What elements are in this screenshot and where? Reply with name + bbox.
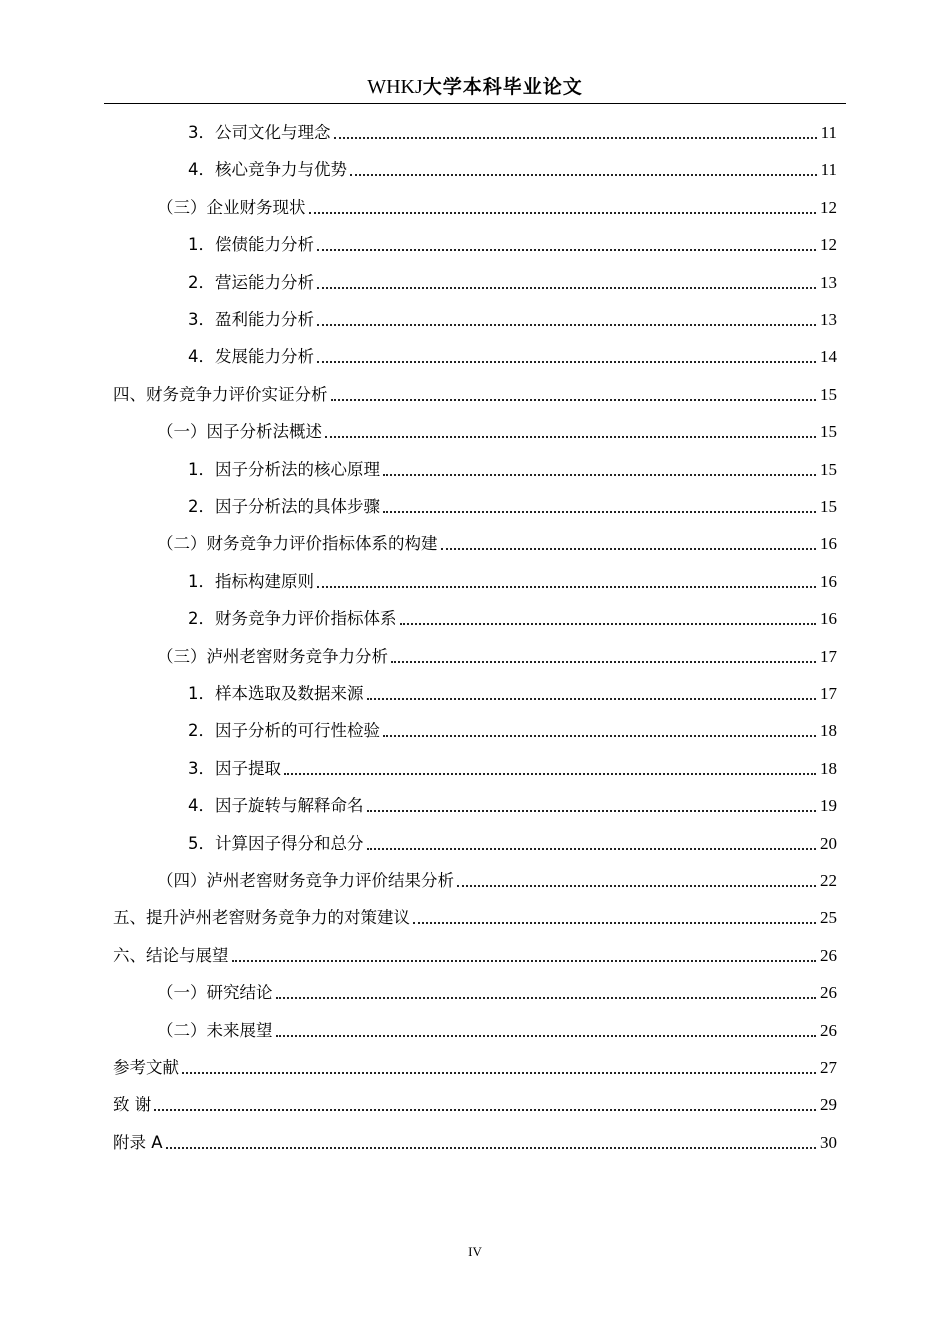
toc-leader-dots bbox=[309, 212, 817, 214]
toc-entry-page: 15 bbox=[820, 384, 837, 404]
toc-entry-page: 16 bbox=[820, 609, 837, 629]
toc-leader-dots bbox=[350, 174, 817, 176]
toc-entry-title: 3．盈利能力分析 bbox=[188, 310, 314, 329]
toc-entry-title: 2．因子分析的可行性检验 bbox=[188, 721, 380, 741]
toc-entry[interactable] bbox=[157, 417, 837, 443]
toc-leader-dots bbox=[317, 249, 816, 251]
toc-entry-title: 5．计算因子得分和总分 bbox=[188, 833, 364, 853]
toc-entry-title: 2．营运能力分析 bbox=[188, 272, 314, 292]
toc-entry-title: 3．因子提取 bbox=[188, 758, 281, 778]
toc-entry[interactable] bbox=[188, 791, 837, 817]
toc-leader-dots bbox=[457, 885, 816, 887]
toc-entry[interactable] bbox=[157, 193, 837, 219]
toc-entry-page: 11 bbox=[820, 160, 837, 180]
toc-entry-page: 18 bbox=[820, 758, 837, 778]
toc-entry-page: 12 bbox=[820, 197, 837, 217]
toc-leader-dots bbox=[413, 922, 816, 924]
header-title-latin: WHKJ bbox=[367, 76, 423, 98]
toc-leader-dots bbox=[383, 735, 816, 737]
toc-leader-dots bbox=[232, 960, 817, 962]
toc-leader-dots bbox=[441, 548, 817, 550]
toc-entry-title: 参考文献 bbox=[113, 1058, 179, 1077]
toc-entry-page: 20 bbox=[820, 833, 837, 853]
toc-entry[interactable] bbox=[188, 492, 837, 518]
toc-entry[interactable] bbox=[113, 380, 837, 406]
toc-entry-page: 27 bbox=[820, 1058, 837, 1077]
toc-entry-title: 4．因子旋转与解释命名 bbox=[188, 796, 364, 816]
toc-entry-title: 1．因子分析法的核心原理 bbox=[188, 459, 380, 479]
toc-leader-dots bbox=[166, 1147, 816, 1149]
toc-entry[interactable] bbox=[113, 903, 837, 929]
toc-entry-title: 1．指标构建原则 bbox=[188, 571, 314, 591]
toc-entry[interactable] bbox=[188, 754, 837, 780]
toc-entry-page: 18 bbox=[820, 721, 837, 741]
toc-entry-page: 26 bbox=[820, 1020, 837, 1040]
toc-entry-page: 17 bbox=[820, 684, 837, 703]
toc-entry-title: 2．因子分析法的具体步骤 bbox=[188, 497, 380, 516]
toc-entry[interactable] bbox=[188, 268, 837, 294]
header-rule bbox=[104, 103, 846, 104]
toc-entry[interactable] bbox=[157, 866, 837, 892]
toc-entry[interactable] bbox=[113, 1090, 837, 1116]
toc-leader-dots bbox=[182, 1072, 816, 1074]
toc-leader-dots bbox=[383, 511, 816, 513]
page-number: IV bbox=[468, 1244, 482, 1259]
toc-entry[interactable] bbox=[113, 941, 837, 967]
toc-entry-page: 13 bbox=[820, 272, 837, 292]
toc-entry[interactable] bbox=[188, 604, 837, 630]
toc-leader-dots bbox=[383, 474, 816, 476]
toc-leader-dots bbox=[400, 623, 817, 625]
toc-entry[interactable] bbox=[157, 978, 837, 1004]
header-title-cn: 大学本科毕业论文 bbox=[422, 76, 583, 98]
toc-leader-dots bbox=[331, 399, 817, 401]
toc-entry-page: 19 bbox=[820, 796, 837, 816]
toc-entry-page: 26 bbox=[820, 983, 837, 1003]
toc-entry[interactable] bbox=[188, 567, 837, 593]
toc-leader-dots bbox=[334, 137, 817, 139]
toc-leader-dots bbox=[367, 848, 817, 850]
toc-entry-title: 五、提升泸州老窖财务竞争力的对策建议 bbox=[113, 908, 410, 928]
toc-leader-dots bbox=[276, 997, 817, 999]
toc-entry-title: 2．财务竞争力评价指标体系 bbox=[188, 609, 397, 629]
toc-entry-title: 4．核心竞争力与优势 bbox=[188, 160, 347, 180]
toc-entry-title: （二）未来展望 bbox=[157, 1020, 273, 1040]
toc-entry-page: 11 bbox=[820, 123, 837, 142]
toc-entry[interactable] bbox=[188, 155, 837, 181]
toc-entry[interactable] bbox=[188, 455, 837, 481]
toc-entry-page: 26 bbox=[820, 945, 837, 965]
toc-entry-title: 1．偿债能力分析 bbox=[188, 235, 314, 255]
toc-leader-dots bbox=[317, 361, 816, 363]
toc-entry-title: 附录 A bbox=[113, 1132, 163, 1152]
toc-entry-page: 15 bbox=[820, 497, 837, 516]
toc-entry[interactable] bbox=[157, 529, 837, 555]
toc-entry-page: 30 bbox=[820, 1132, 837, 1152]
toc-entry[interactable] bbox=[113, 1053, 837, 1079]
toc-entry-title: （三）企业财务现状 bbox=[157, 197, 306, 217]
toc-leader-dots bbox=[276, 1035, 817, 1037]
toc-entry-title: （三）泸州老窖财务竞争力分析 bbox=[157, 646, 388, 666]
toc-entry[interactable] bbox=[188, 230, 837, 256]
toc-entry-page: 22 bbox=[820, 871, 837, 890]
toc-entry-title: 1．样本选取及数据来源 bbox=[188, 684, 364, 703]
toc-entry-page: 17 bbox=[820, 646, 837, 666]
toc-leader-dots bbox=[317, 287, 816, 289]
toc-entry[interactable] bbox=[157, 642, 837, 668]
toc-leader-dots bbox=[154, 1109, 816, 1111]
toc-entry-page: 16 bbox=[820, 534, 837, 554]
toc-entry[interactable] bbox=[188, 305, 837, 331]
toc-entry-title: （四）泸州老窖财务竞争力评价结果分析 bbox=[157, 871, 454, 890]
toc-leader-dots bbox=[317, 586, 816, 588]
toc-entry-page: 15 bbox=[820, 459, 837, 479]
toc-leader-dots bbox=[367, 698, 817, 700]
toc-entry-page: 29 bbox=[820, 1095, 837, 1115]
page-header bbox=[104, 72, 846, 102]
toc-entry-page: 13 bbox=[820, 310, 837, 329]
toc-entry[interactable] bbox=[188, 716, 837, 742]
toc-leader-dots bbox=[317, 324, 816, 326]
toc-entry-title: 四、财务竞争力评价实证分析 bbox=[113, 384, 328, 404]
toc-entry-title: （一）研究结论 bbox=[157, 983, 273, 1003]
toc-entry-page: 16 bbox=[820, 571, 837, 591]
toc-entry-title: 六、结论与展望 bbox=[113, 945, 229, 965]
toc-entry-page: 25 bbox=[820, 908, 837, 928]
toc-entry[interactable] bbox=[188, 679, 837, 705]
toc-entry-title: 3．公司文化与理念 bbox=[188, 123, 331, 142]
toc-entry[interactable] bbox=[113, 1128, 837, 1154]
toc-leader-dots bbox=[325, 436, 816, 438]
toc-entry-title: （二）财务竞争力评价指标体系的构建 bbox=[157, 534, 438, 554]
toc-entry-title: 致 谢 bbox=[113, 1095, 152, 1115]
toc-entry[interactable] bbox=[188, 342, 837, 368]
toc-entry-title: 4．发展能力分析 bbox=[188, 347, 314, 367]
toc-leader-dots bbox=[391, 661, 816, 663]
toc-entry-page: 15 bbox=[820, 422, 837, 442]
toc-leader-dots bbox=[367, 810, 817, 812]
toc-leader-dots bbox=[284, 773, 816, 775]
toc-entry-page: 12 bbox=[820, 235, 837, 255]
toc-entry[interactable] bbox=[188, 118, 837, 144]
toc-entry-page: 14 bbox=[820, 347, 837, 367]
toc-entry-title: （一）因子分析法概述 bbox=[157, 422, 322, 442]
toc-entry[interactable] bbox=[188, 829, 837, 855]
toc-entry[interactable] bbox=[157, 1016, 837, 1042]
